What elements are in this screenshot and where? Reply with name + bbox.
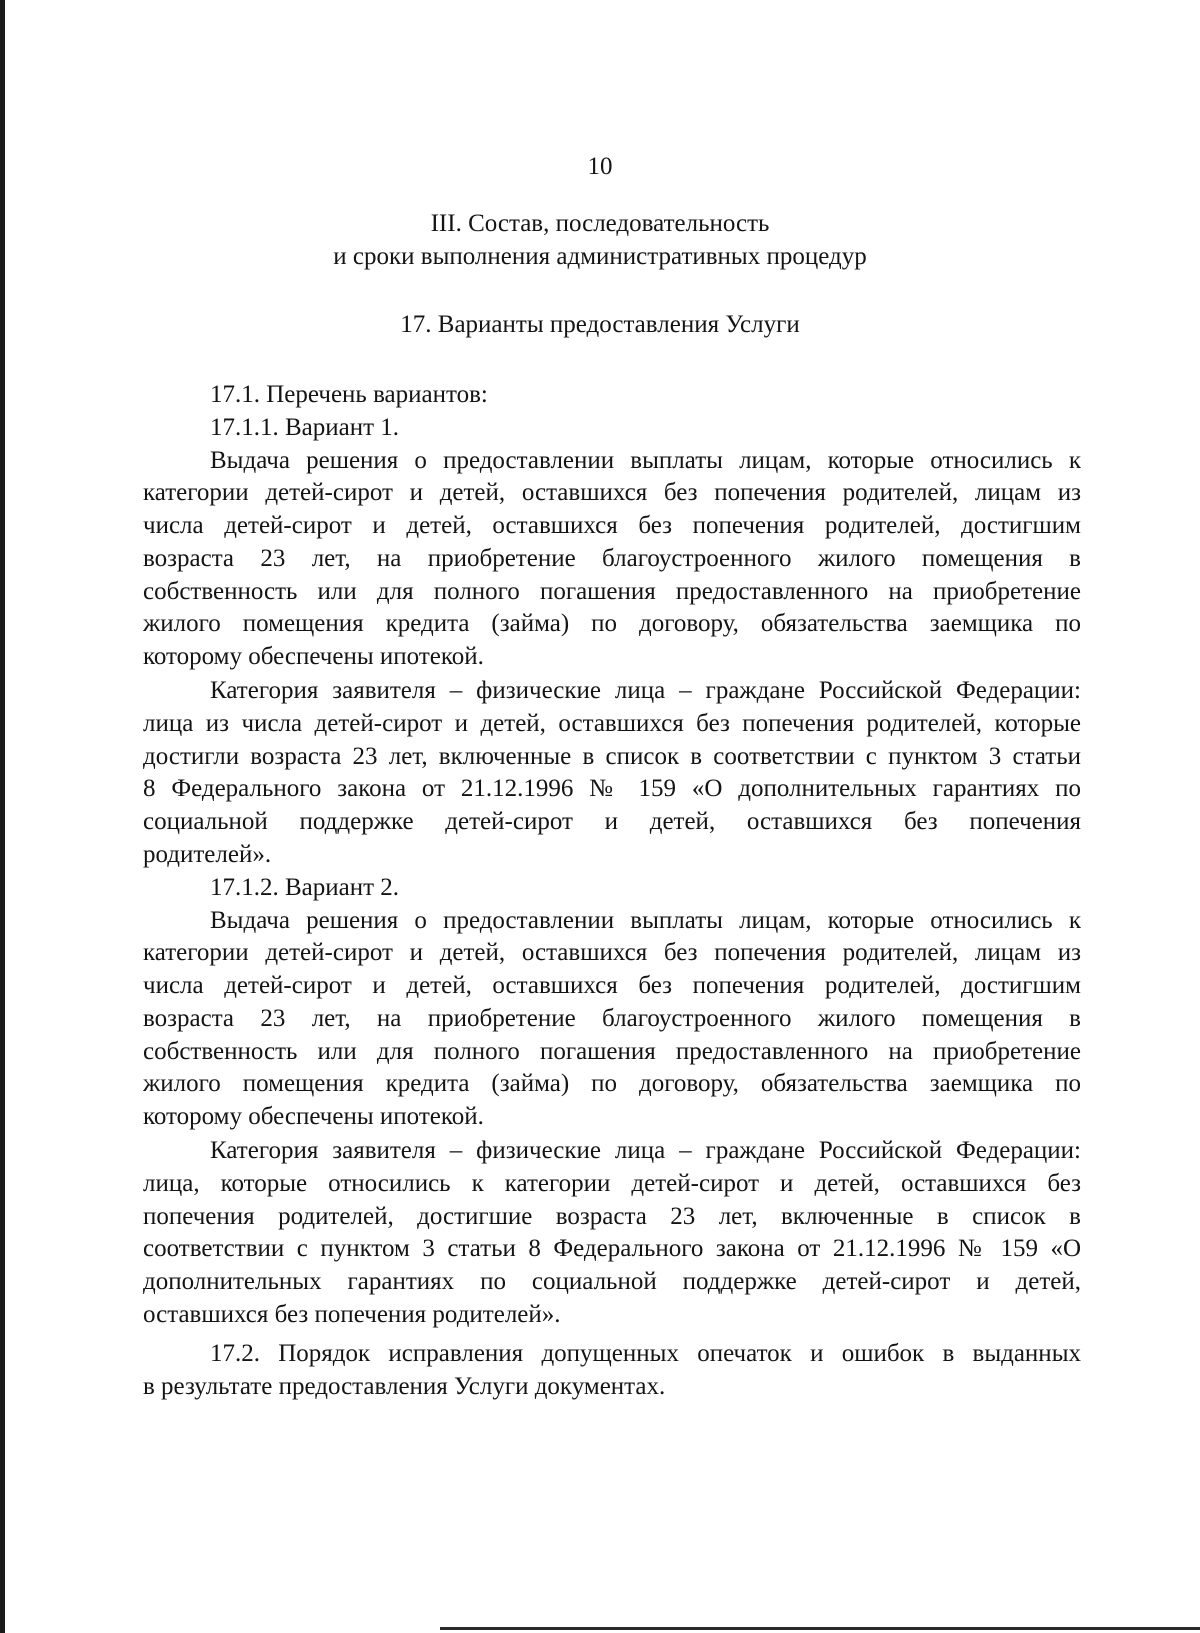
variant-2-paragraph-line: категории детей-сирот и детей, оставшихся без попечения родителей, лицам из [143, 939, 1081, 966]
subsection-title: 17. Варианты предоставления Услуги [400, 311, 800, 338]
variant-2-paragraph-line: которому обеспечены ипотекой. [143, 1103, 484, 1130]
variant-2-paragraph-line: собственность или для полного погашения предоставленного на приобретение [143, 1038, 1081, 1065]
clause-17-1-2-title: 17.1.2. Вариант 2. [210, 874, 400, 901]
variant-1-paragraph-line: числа детей-сирот и детей, оставшихся без попечения родителей, достигшим [143, 512, 1081, 539]
clause-17-2-line: в результате предоставления Услуги документах. [143, 1373, 666, 1400]
variant-2-paragraph-line: Выдача решения о предоставлении выплаты лицам, которые относились к [210, 907, 1081, 934]
variant-2-category-line: дополнительных гарантиях по социальной поддержке детей-сирот и детей, [143, 1268, 1081, 1295]
section-title-line-2: и сроки выполнения административных процедур [333, 243, 867, 270]
variant-1-paragraph-line: возраста 23 лет, на приобретение благоустроенного жилого помещения в [143, 545, 1081, 572]
variant-1-category-line: родителей». [143, 841, 272, 868]
clause-17-2-line: 17.2. Порядок исправления допущенных опечаток и ошибок в выданных [210, 1340, 1081, 1367]
variant-1-paragraph-line: категории детей-сирот и детей, оставшихся без попечения родителей, лицам из [143, 479, 1081, 506]
variant-1-category-line: социальной поддержке детей-сирот и детей, оставшихся без попечения [143, 808, 1081, 835]
variant-2-paragraph-line: числа детей-сирот и детей, оставшихся без попечения родителей, достигшим [143, 972, 1081, 999]
variant-2-category-line: Категория заявителя – физические лица – граждане Российской Федерации: [210, 1137, 1081, 1164]
variant-2-category-line: оставшихся без попечения родителей». [143, 1301, 561, 1328]
clause-17-1-title: 17.1. Перечень вариантов: [210, 381, 488, 408]
variant-2-paragraph-line: возраста 23 лет, на приобретение благоустроенного жилого помещения в [143, 1005, 1081, 1032]
variant-2-category-line: лица, которые относились к категории детей-сирот и детей, оставшихся без [143, 1170, 1081, 1197]
variant-1-category-line: Категория заявителя – физические лица – граждане Российской Федерации: [210, 677, 1081, 704]
page-number: 10 [587, 153, 613, 180]
variant-1-paragraph-line: собственность или для полного погашения предоставленного на приобретение [143, 578, 1081, 605]
variant-1-paragraph-line: жилого помещения кредита (займа) по договору, обязательства заемщика по [143, 610, 1081, 637]
clause-17-1-1-title: 17.1.1. Вариант 1. [210, 414, 400, 441]
variant-1-category-line: лица из числа детей-сирот и детей, оставшихся без попечения родителей, которые [143, 710, 1081, 737]
scan-bottom-edge [440, 1627, 1200, 1630]
variant-2-category-line: попечения родителей, достигшие возраста 23 лет, включенные в список в [143, 1203, 1081, 1230]
variant-1-category-line: 8 Федерального закона от 21.12.1996 № 159 «О дополнительных гарантиях по [143, 775, 1081, 802]
variant-1-paragraph-line: которому обеспечены ипотекой. [143, 643, 484, 670]
section-title-line-1: III. Состав, последовательность [430, 210, 770, 237]
variant-1-paragraph-line: Выдача решения о предоставлении выплаты лицам, которые относились к [210, 447, 1081, 474]
variant-1-category-line: достигли возраста 23 лет, включенные в список в соответствии с пунктом 3 статьи [143, 743, 1081, 770]
variant-2-paragraph-line: жилого помещения кредита (займа) по договору, обязательства заемщика по [143, 1070, 1081, 1097]
variant-2-category-line: соответствии с пунктом 3 статьи 8 Федерального закона от 21.12.1996 № 159 «О [143, 1235, 1081, 1262]
